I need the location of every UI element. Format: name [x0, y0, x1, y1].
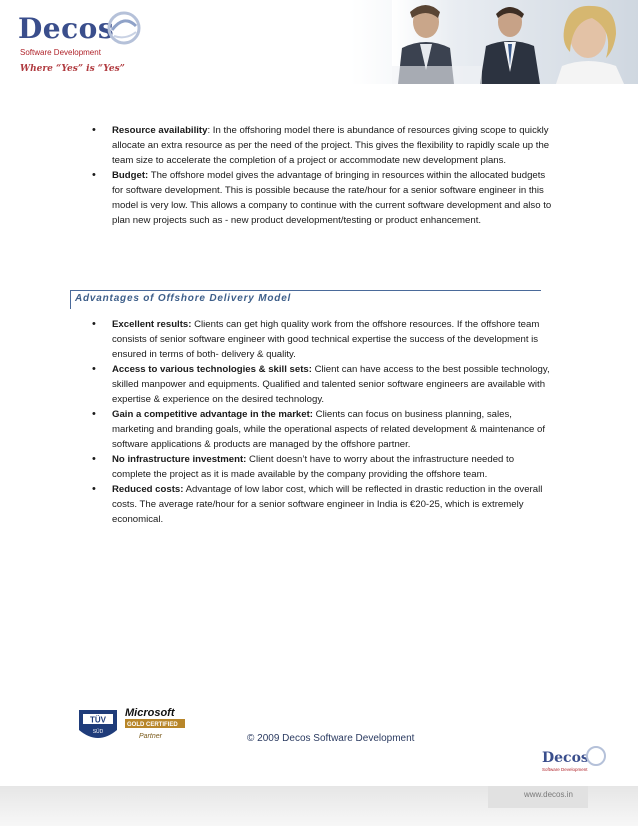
ms-cert-text: GOLD CERTIFIED	[127, 722, 178, 728]
logo-swirl-icon	[106, 10, 142, 46]
business-people-photo	[392, 0, 638, 84]
bullet-text: The offshore model gives the advantage of bringing in resources within the allocated budgets for software development. This is possible because the rate/hour for a senior software engineer in this model is very low. This allows a company to continue with the current software development and also to plan new projects such as - new product development/testing or product enhancement.	[112, 170, 552, 226]
list-item	[92, 482, 552, 527]
copyright-text: © 2009 Decos Software Development	[247, 733, 415, 744]
footer-swirl-icon	[587, 747, 605, 765]
footer-decos-logo	[540, 744, 610, 776]
tuv-sub-text: SÜD	[92, 729, 104, 735]
microsoft-gold-certified-icon	[125, 707, 185, 740]
website-link[interactable]: www.decos.in	[524, 790, 573, 799]
decos-logo	[18, 6, 138, 62]
ms-partner-text: Partner	[139, 733, 162, 740]
bullet-term: Excellent results:	[112, 319, 192, 330]
ms-brand-text: Microsoft	[125, 707, 175, 719]
intro-bullet-list	[92, 123, 552, 228]
bullet-text: Client doesn’t have to worry about the infrastructure needed to complete the project as it is made available by the company providing the offshore team.	[112, 454, 515, 480]
logo-subtitle: Software Development	[20, 48, 101, 57]
list-item	[92, 123, 552, 168]
tuv-text: TÜV	[90, 715, 106, 725]
footer-brand-sub: Software Development	[542, 767, 588, 772]
tuv-logo-icon	[79, 710, 117, 738]
bullet-text: Clients can focus on business planning, sales, marketing and branding goals, while the operational aspects of related development & maintenance of software applications & products are managed by the offshore partner.	[112, 409, 546, 450]
certification-logos	[77, 704, 189, 746]
page-header	[0, 0, 638, 84]
section-heading-box	[70, 290, 541, 309]
bullet-term: Resource availability	[112, 125, 208, 136]
bullet-term: Reduced costs:	[112, 484, 184, 495]
bullet-text: : In the offshoring model there is abundance of resources giving scope to quickly allocate an extra resource as per the need of the project. This gives the flexibility to rapidly scale up the team size to accelerate the completion of a project or accommodate new development plans.	[112, 125, 550, 166]
advantages-bullet-list	[92, 317, 552, 527]
bullet-text: Clients can get high quality work from the offshore resources. If the offshore team consists of senior software engineer with good technical expertise the success of the development is ensured in terms of both- delivery & quality.	[112, 319, 540, 360]
section-title: Advantages of Offshore Delivery Model	[75, 293, 292, 304]
list-item	[92, 168, 552, 228]
footer-brand-text: Decos	[542, 750, 589, 766]
list-item	[92, 317, 552, 362]
bullet-term: Access to various technologies & skill sets:	[112, 364, 312, 375]
logo-brand-text: Decos	[18, 12, 115, 45]
list-item	[92, 407, 552, 452]
list-item	[92, 452, 552, 482]
bullet-text: Advantage of low labor cost, which will be reflected in drastic reduction in the overall costs. The average rate/hour for a senior software engineer in India is €20-25, which is extremely economical.	[112, 484, 543, 525]
list-item	[92, 362, 552, 407]
bullet-term: Gain a competitive advantage in the market:	[112, 409, 313, 420]
bullet-text: Client can have access to the best possible technology, skilled manpower and equipments. Qualified and talented senior software engineers are available with expertise & experience on the desired technology.	[112, 364, 550, 405]
bullet-term: No infrastructure investment:	[112, 454, 247, 465]
bullet-term: Budget:	[112, 170, 149, 181]
tagline: Where “Yes” is “Yes”	[20, 64, 125, 74]
